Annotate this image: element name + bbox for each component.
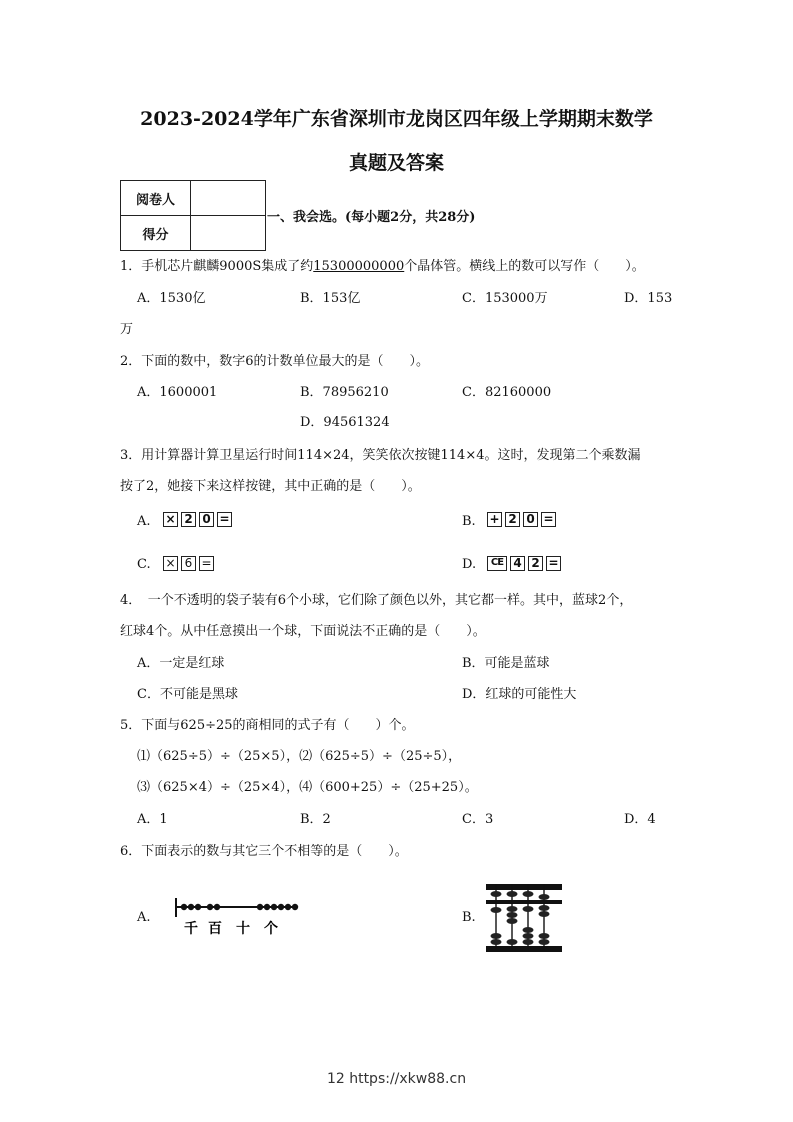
question-4-line2: 红球4个。从中任意摸出一个球，下面说法不正确的是（ ）。 [120,624,486,639]
q1-option-d: D．153 [624,291,673,306]
key-equals: = [541,512,556,527]
page-title-line2: 真题及答案 [348,152,444,174]
q5-expressions-2: ⑶（625×4）÷（25×4），⑷（600+25）÷（25+25）。 [137,780,478,795]
key-4: 4 [510,556,525,571]
reviewer-label: 阅卷人 [121,181,191,216]
page-footer: 12 https://xkw88.cn [326,1071,467,1087]
question-4-line1: 4． 一个不透明的袋子装有6个小球，它们除了颜色以外，其它都一样。其中，蓝球2个， [120,593,633,608]
question-3-line2: 按了2，她接下来这样按键，其中正确的是（ ）。 [120,479,421,494]
q5-expressions-1: ⑴（625÷5）÷（25×5），⑵（625÷5）÷（25÷5）， [137,749,462,764]
q1-option-d-wrap: 万 [120,322,134,337]
q2-option-c: C．82160000 [462,385,552,400]
q5-option-a: A．1 [137,812,168,827]
question-2: 2．下面的数中，数字6的计数单位最大的是（ ）。 [120,354,430,369]
q1-option-b: B．153亿 [300,291,361,306]
q3-label-c: C. [137,557,151,572]
key-2: 2 [528,556,543,571]
q5-option-c: C．3 [462,812,494,827]
counter-label-hundreds: 百 [208,921,222,937]
abacus-figure [484,880,566,954]
q3-label-b: B. [462,514,476,529]
counter-label-tens: 十 [236,921,250,937]
q4-option-a: A．一定是红球 [137,656,225,671]
q2-option-a: A．1600001 [137,385,218,400]
q1-post: 个晶体管。横线上的数可以写作（ ）。 [404,259,645,274]
score-blank [191,216,266,251]
key-0: 0 [199,512,214,527]
q4-option-d: D．红球的可能性大 [462,687,577,702]
key-equals: = [199,556,214,571]
q3-keys-a [163,512,235,527]
q5-option-b: B．2 [300,812,331,827]
key-0: 0 [523,512,538,527]
question-5: 5．下面与625÷25的商相同的式子有（ ）个。 [120,718,415,733]
counter-label-ones: 个 [264,921,278,937]
q5-option-d: D．4 [624,812,656,827]
q6-label-a: A. [137,910,151,925]
counter-rod-figure [172,895,302,940]
q3-keys-b [487,512,559,527]
q3-label-d: D. [462,557,477,572]
question-6: 6．下面表示的数与其它三个不相等的是（ ）。 [120,844,408,859]
key-times: × [163,556,178,571]
q1-pre: 1．手机芯片麒麟9000S集成了约 [120,259,314,274]
counter-label-thousands: 千 [184,921,198,937]
page-title-line1: 2023-2024学年广东省深圳市龙岗区四年级上学期期末数学 [140,108,653,130]
q3-keys-c [163,556,217,571]
key-plus: + [487,512,502,527]
q2-option-b: B．78956210 [300,385,389,400]
key-6: 6 [181,556,196,571]
key-2: 2 [181,512,196,527]
q3-label-a: A. [137,514,151,529]
q1-option-a: A．1530亿 [137,291,206,306]
question-1 [120,258,645,276]
q6-label-b: B. [462,910,476,925]
reviewer-blank [191,181,266,216]
q1-underlined-number: 15300000000 [313,259,405,274]
question-3-line1: 3．用计算器计算卫星运行时间114×24，笑笑依次按键114×4。这时，发现第二个乘数漏 [120,448,641,463]
q4-option-b: B．可能是蓝球 [462,656,550,671]
q4-option-c: C．不可能是黑球 [137,687,238,702]
key-ce: CE [487,556,507,571]
score-table [120,180,266,251]
key-times: × [163,512,178,527]
section-heading: 一、我会选。(每小题2分，共28分) [267,210,476,225]
q2-option-d: D．94561324 [300,415,390,430]
key-equals: = [217,512,232,527]
key-equals: = [546,556,561,571]
key-2: 2 [505,512,520,527]
q1-option-c: C．153000万 [462,291,548,306]
score-label: 得分 [121,216,191,251]
q3-keys-d [487,556,564,571]
